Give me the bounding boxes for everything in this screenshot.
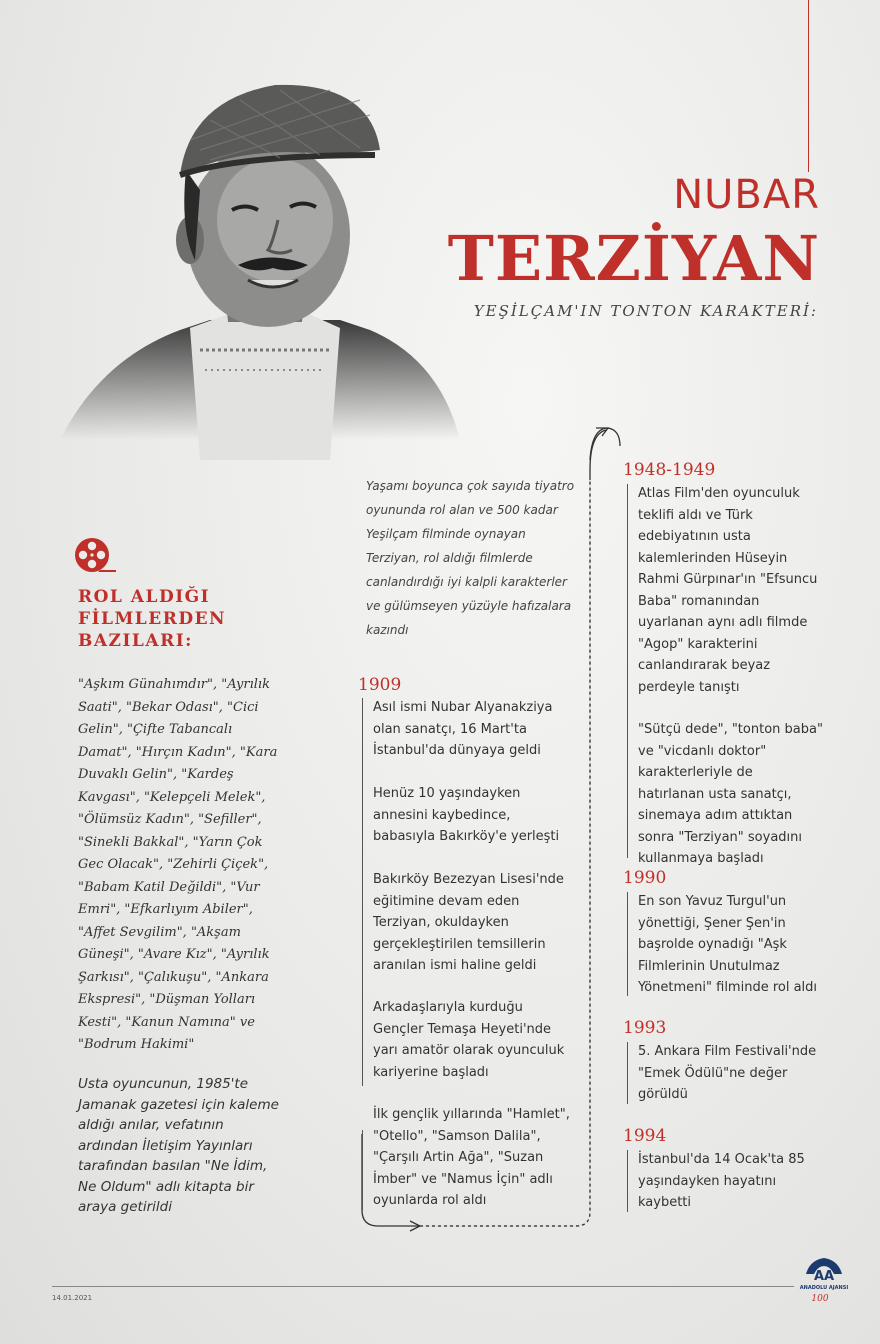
- timeline-item: İstanbul'da 14 Ocak'ta 85 yaşındayken hayatını kaybetti: [638, 1152, 805, 1210]
- timeline-rule: [362, 1130, 363, 1210]
- timeline-rule: [627, 484, 628, 858]
- logo-mark: AA: [813, 1269, 835, 1284]
- year-1948-1949: 1948-1949: [623, 460, 716, 480]
- footer-divider: [52, 1286, 794, 1287]
- logo-text: ANADOLU AJANSI: [799, 1285, 849, 1291]
- timeline-item: "Sütçü dede", "tonton baba" ve "vicdanlı doktor" karakterleriyle de hatırlanan usta sanatçı, sinemaya adım attıktan sonra "Terziyan" soyadını kullanmaya başladı: [638, 722, 823, 866]
- year-1909: 1909: [358, 675, 402, 695]
- aa-logo-icon: [794, 1256, 854, 1308]
- timeline-item: Asıl ismi Nubar Alyanakziya olan sanatçı, 16 Mart'ta İstanbul'da dünyaya geldi: [373, 700, 553, 758]
- films-list: "Aşkım Günahımdır", "Ayrılık Saati", "Bekar Odası", "Cici Gelin", "Çifte Tabancalı Damat", "Hırçın Kadın", "Kara Duvaklı Gelin", "Kardeş Kavgası", "Kelepçeli Melek", "Ölümsüz Kadın", "Sefiller", "Sinekli Bakkal", "Yarın Çok Gec Olacak", "Zehirli Çiçek", "Babam Katil Değildi", "Vur Emri", "Efkarlıyım Abiler", "Affet Sevgilim", "Akşam Güneşi", "Avare Kız", "Ayrılık Şarkısı", "Çalıkuşu", "Ankara Ekspresi", "Düşman Yolları Kesti", "Kanun Namına" ve "Bodrum Hakimi": [78, 677, 278, 1052]
- timeline-item: Arkadaşlarıyla kurduğu Gençler Temaşa Heyeti'nde yarı amatör olarak oyunculuk kariyerine başladı: [373, 1000, 565, 1080]
- year-1993: 1993: [623, 1018, 667, 1038]
- timeline-item: Henüz 10 yaşındayken annesini kaybedince, babasıyla Bakırköy'e yerleşti: [373, 786, 560, 844]
- timeline-item: Atlas Film'den oyunculuk teklifi aldı ve Türk edebiyatının usta kalemlerinden Hüseyin Rahmi Gürpınar'ın "Efsuncu Baba" romanından uyarlanan aynı adlı filmde "Agop" karakterini canlandırarak beyaz perdeyle tanıştı: [638, 486, 818, 695]
- timeline-item: En son Yavuz Turgul'un yönettiği, Şener Şen'in başrolde oynadığı "Aşk Filmlerinin Unutulmaz Yönetmeni" filminde rol aldı: [638, 894, 818, 995]
- films-title-line: ROL ALDIĞI: [78, 587, 211, 607]
- films-title: [78, 586, 278, 652]
- year-1990: 1990: [623, 868, 667, 888]
- timeline-rule: [627, 1042, 628, 1104]
- timeline-rule: [627, 1150, 628, 1212]
- timeline-rule: [627, 892, 628, 996]
- portrait-image: [40, 60, 480, 480]
- last-name: TERZİYAN: [447, 222, 820, 295]
- timeline-item: İlk gençlik yıllarında "Hamlet", "Otello", "Samson Dalila", "Çarşılı Artin Ağa", "Suzan İmber" ve "Namus İçin" adlı oyunlarda rol aldı: [373, 1107, 570, 1208]
- timeline-item: Bakırköy Bezezyan Lisesi'nde eğitimine devam eden Terziyan, okuldayken gerçekleştirilen temsillerin aranılan ismi haline geldi: [373, 872, 564, 973]
- films-title-line: BAZILARI:: [78, 631, 193, 651]
- anadolu-agency-logo: [794, 1256, 854, 1308]
- year-1994: 1994: [623, 1126, 667, 1146]
- film-reel-icon: [72, 536, 118, 576]
- intro-text: Yaşamı boyunca çok sayıda tiyatro oyununda rol alan ve 500 kadar Yeşilçam filminde oynayan Terziyan, rol aldığı filmlerde canlandırdığı iyi kalpli karakterler ve gülümseyen yüzüyle hafızalara kazındı: [366, 479, 575, 637]
- films-title-line: FİLMLERDEN: [78, 609, 227, 629]
- accent-line: [808, 0, 809, 172]
- timeline-rule: [362, 698, 363, 1086]
- publish-date: 14.01.2021: [52, 1294, 93, 1302]
- timeline-item: 5. Ankara Film Festivali'nde "Emek Ödülü"ne değer görüldü: [638, 1044, 817, 1102]
- subtitle: YEŞİLÇAM'IN TONTON KARAKTERİ:: [473, 302, 818, 320]
- first-name: NUBAR: [673, 172, 820, 218]
- memoir-text: Usta oyuncunun, 1985'te Jamanak gazetesi için kaleme aldığı anılar, vefatının ardından İletişim Yayınları tarafından basılan "Ne İdim, Ne Oldum" adlı kitapta bir araya getirildi: [78, 1076, 279, 1215]
- anniversary-mark: 100: [811, 1294, 829, 1304]
